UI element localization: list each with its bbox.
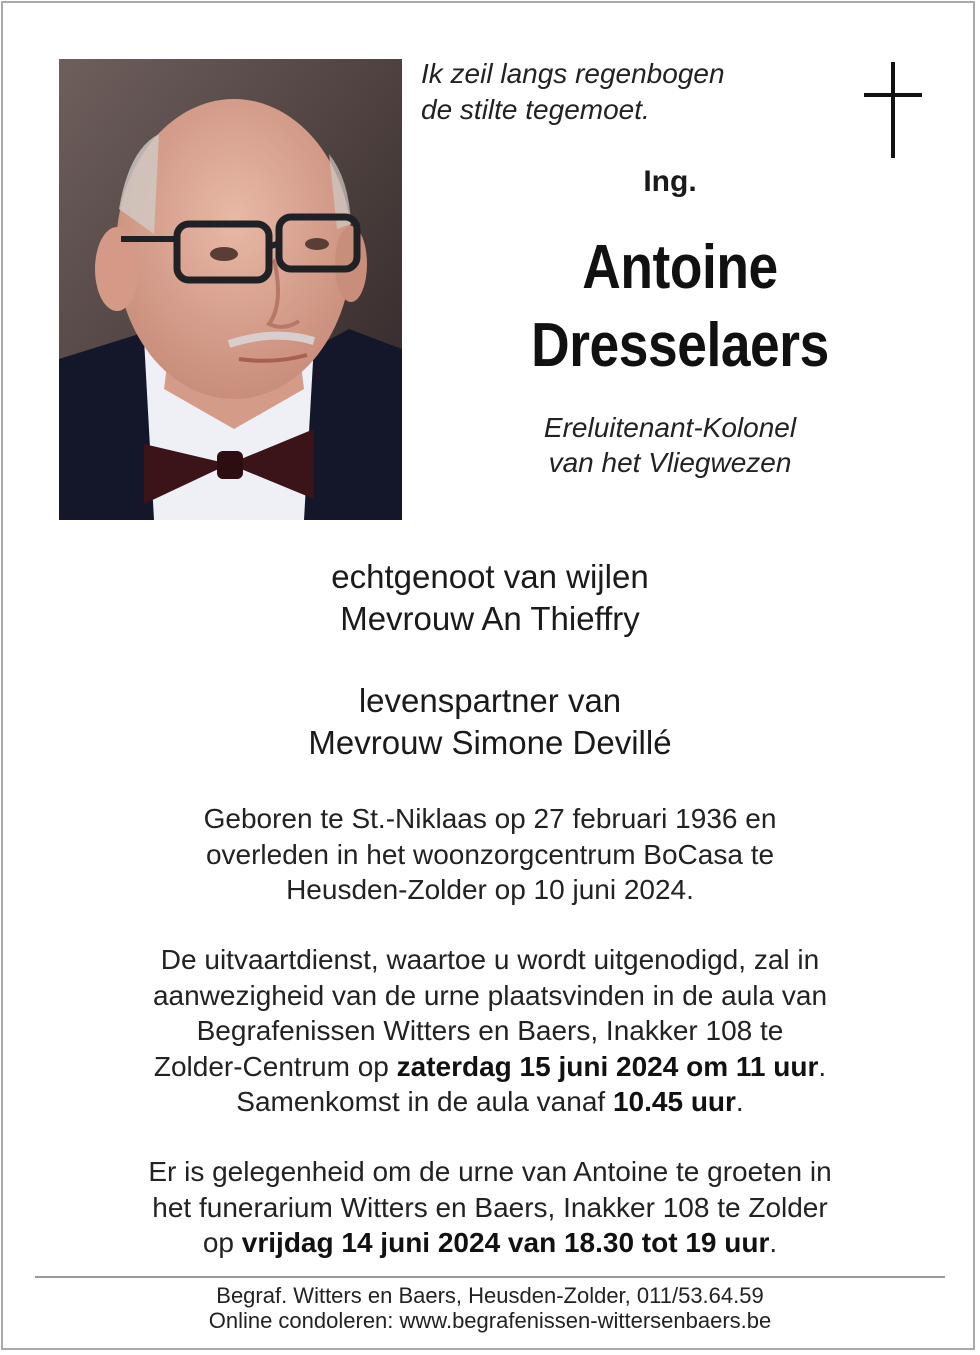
- paragraph-line: het funerarium Witters en Baers, Inakker 108 te Zolder: [152, 1191, 828, 1223]
- partner-label: levenspartner van: [358, 682, 622, 719]
- text: op: [202, 1227, 242, 1258]
- paragraph-line: [40, 1225, 940, 1261]
- text: .: [735, 1086, 744, 1117]
- text: Zolder-Centrum op: [153, 1050, 397, 1082]
- portrait-image: [59, 59, 402, 520]
- spouse-label: echtgenoot van wijlen: [331, 558, 649, 595]
- service-datetime: zaterdag 15 juni 2024 om 11 uur: [396, 1050, 819, 1082]
- text: .: [818, 1050, 827, 1082]
- paragraph-line: Begrafenissen Witters en Baers, Inakker 108 te: [196, 1015, 784, 1046]
- paragraph-line: overleden in het woonzorgcentrum BoCasa te: [205, 838, 775, 870]
- condolence-website: Online condoleren: www.begrafenissen-wittersenbaers.be: [208, 1308, 772, 1333]
- footer: [40, 1283, 940, 1333]
- rank-line: van het Vliegwezen: [548, 447, 792, 478]
- funeral-home-contact: Begraf. Witters en Baers, Heusden-Zolder, 011/53.64.59: [216, 1283, 764, 1308]
- spouse-name: Mevrouw An Thieffry: [340, 600, 640, 637]
- paragraph-line: Geboren te St.-Niklaas op 27 februari 1936 en: [203, 803, 777, 834]
- paragraph-line: Heusden-Zolder op 10 juni 2024.: [286, 874, 694, 905]
- paragraph-line: Er is gelegenheid om de urne van Antoine te groeten in: [148, 1156, 832, 1187]
- paragraph-line: [40, 1049, 940, 1085]
- cross-icon: [864, 62, 922, 158]
- service-paragraph: [40, 942, 940, 1120]
- spouse-block: [40, 556, 940, 640]
- paragraph-line: De uitvaartdienst, waartoe u wordt uitgenodigd, zal in: [160, 944, 820, 975]
- portrait-photo: [59, 59, 402, 520]
- text: Samenkomst in de aula vanaf: [236, 1086, 613, 1117]
- footer-divider: [35, 1276, 945, 1278]
- poem-line: Ik zeil langs regenbogen: [421, 58, 725, 89]
- poem: [421, 56, 841, 128]
- partner-block: [40, 680, 940, 764]
- visitation-datetime: vrijdag 14 juni 2024 van 18.30 tot 19 uur: [241, 1227, 770, 1258]
- last-name: Dresselaers: [531, 311, 829, 380]
- poem-line: de stilte tegemoet.: [421, 94, 650, 125]
- paragraph-line: [40, 1084, 940, 1120]
- partner-name: Mevrouw Simone Devillé: [308, 724, 672, 761]
- birth-death-paragraph: [40, 801, 940, 908]
- honorific-title: Ing.: [643, 165, 697, 198]
- visitation-paragraph: [40, 1154, 940, 1261]
- gathering-time: 10.45 uur: [612, 1086, 736, 1117]
- rank-line: Ereluitenant-Kolonel: [543, 412, 797, 443]
- text: .: [769, 1227, 778, 1258]
- military-rank: [460, 410, 880, 480]
- paragraph-line: aanwezigheid van de urne plaatsvinden in de aula van: [152, 979, 828, 1011]
- first-name: Antoine: [582, 233, 778, 302]
